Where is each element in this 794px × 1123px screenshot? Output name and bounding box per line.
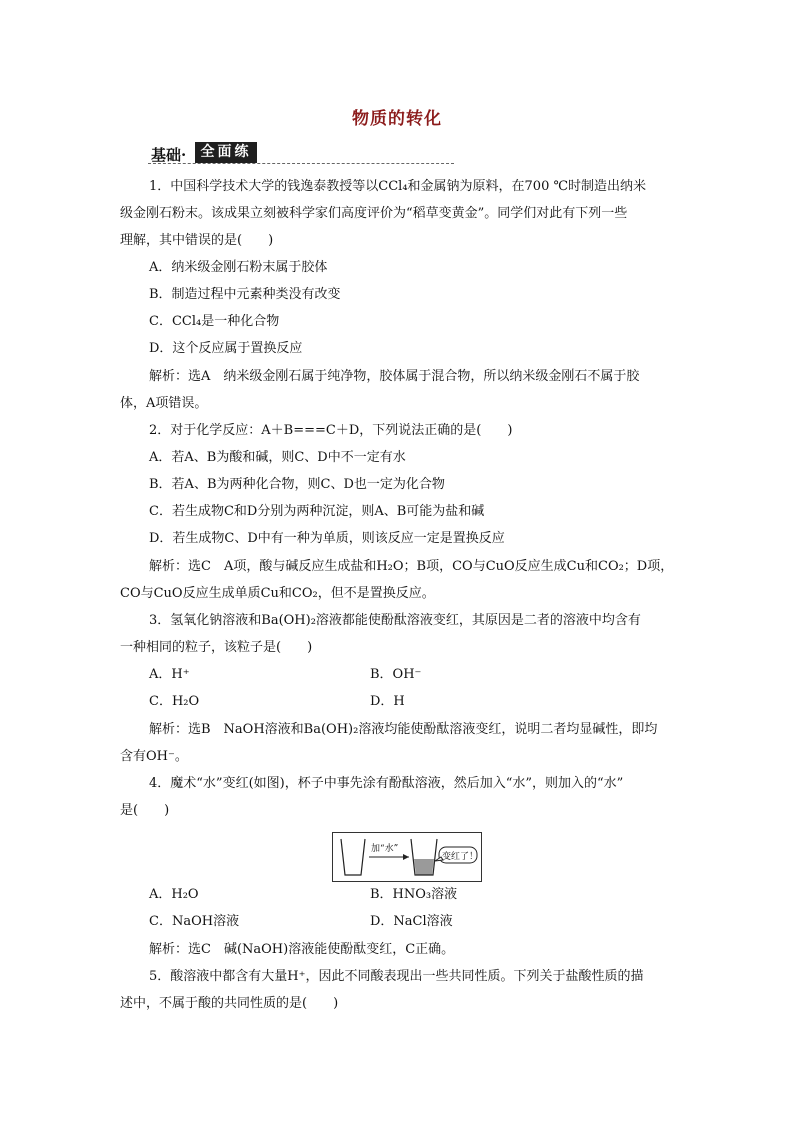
q2-option-d: D．若生成物C、D中有一种为单质，则该反应一定是置换反应	[149, 531, 505, 546]
section-divider	[148, 163, 454, 164]
q1-option-a: A．纳米级金刚石粉末属于胶体	[149, 260, 328, 275]
q3-option-a: A．H⁺	[149, 667, 190, 682]
q2-option-a: A．若A、B为酸和碱，则C、D中不一定有水	[149, 450, 406, 465]
figure-drawing	[333, 833, 481, 881]
q5-stem-line-2: 述中，不属于酸的共同性质的是( )	[120, 996, 339, 1011]
q3-stem-line-1: 3．氢氧化钠溶液和Ba(OH)₂溶液都能使酚酞溶液变红，其原因是二者的溶液中均含有	[149, 613, 641, 628]
q4-option-c: C．NaOH溶液	[149, 914, 240, 929]
section-base-label: 基础·	[151, 146, 187, 164]
q3-option-b: B．OH⁻	[370, 667, 422, 682]
arrow-head-icon	[403, 854, 409, 860]
q3-option-c: C．H₂O	[149, 694, 200, 709]
q1-answer-line-1: 解析：选A 纳米级金刚石属于纯净物，胶体属于混合物，所以纳米级金刚石不属于胶	[149, 369, 640, 384]
q4-stem-line-2: 是( )	[120, 803, 170, 818]
q2-answer-line-2: CO与CuO反应生成单质Cu和CO₂，但不是置换反应。	[120, 586, 435, 601]
q1-option-b: B．制造过程中元素种类没有改变	[149, 287, 341, 302]
q3-option-d: D．H	[370, 694, 405, 709]
speech-bubble-text: 变红了！	[442, 852, 479, 862]
q1-answer-line-2: 体，A项错误。	[120, 396, 208, 411]
q1-stem-line-2: 级金刚石粉末。该成果立刻被科学家们高度评价为“稻草变黄金”。同学们对此有下列一些	[120, 206, 628, 221]
q3-answer-line-2: 含有OH⁻。	[120, 749, 188, 764]
page-title: 物质的转化	[352, 109, 442, 129]
empty-cup-icon	[341, 839, 365, 875]
q4-option-b: B．HNO₃溶液	[370, 887, 458, 902]
red-liquid	[414, 859, 434, 875]
q4-answer-line-1: 解析：选C 碱(NaOH)溶液能使酚酞变红，C正确。	[149, 942, 455, 957]
q1-stem-line-3: 理解，其中错误的是( )	[120, 233, 274, 248]
q2-answer-line-1: 解析：选C A项，酸与碱反应生成盐和H₂O；B项，CO与CuO反应生成Cu和CO₂；D项，	[149, 559, 674, 574]
q1-option-d: D．这个反应属于置换反应	[149, 341, 303, 356]
q1-option-c: C．CCl₄是一种化合物	[149, 314, 280, 329]
section-header	[148, 142, 454, 166]
q3-answer-line-1: 解析：选B NaOH溶液和Ba(OH)₂溶液均能使酚酞溶液变红，说明二者均显碱性，即均	[149, 722, 658, 737]
q5-stem-line-1: 5．酸溶液中都含有大量H⁺，因此不同酸表现出一些共同性质。下列关于盐酸性质的描	[149, 969, 644, 984]
magic-water-figure	[332, 832, 482, 882]
q4-option-d: D．NaCl溶液	[370, 914, 453, 929]
arrow-label: 加“水”	[371, 844, 399, 854]
q2-option-b: B．若A、B为两种化合物，则C、D也一定为化合物	[149, 477, 445, 492]
q1-stem-line-1: 1．中国科学技术大学的钱逸泰教授等以CCl₄和金属钠为原料，在700 ℃时制造出纳米	[149, 179, 647, 194]
section-tag: 全面练	[195, 142, 257, 163]
q2-option-c: C．若生成物C和D分别为两种沉淀，则A、B可能为盐和碱	[149, 504, 485, 519]
q4-option-a: A．H₂O	[149, 887, 199, 902]
q2-stem-line-1: 2．对于化学反应：A＋B===C＋D，下列说法正确的是( )	[149, 423, 513, 438]
q4-stem-line-1: 4．魔术“水”变红(如图)，杯子中事先涂有酚酞溶液，然后加入“水”，则加入的“水”	[149, 776, 624, 791]
q3-stem-line-2: 一种相同的粒子，该粒子是( )	[120, 640, 313, 655]
